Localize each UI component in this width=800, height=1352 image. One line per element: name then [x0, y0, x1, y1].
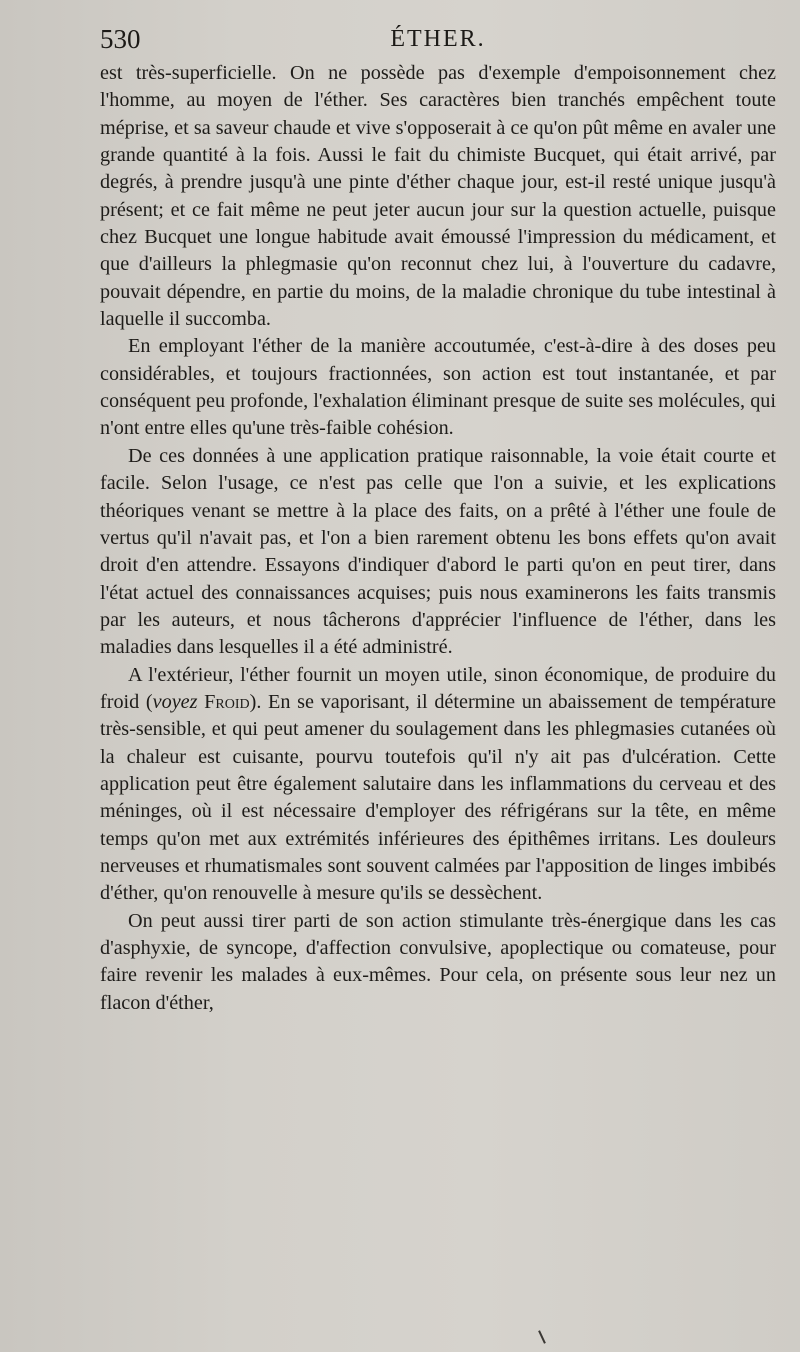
- paragraph-3: De ces données à une application pratique raisonnable, la voie était courte et facile. Selon l'usage, ce n'est pas celle que l'on a suivie, et les explications théoriques venant se mettre à la place des faits, on a prêté à l'éther une foule de vertus qu'il n'avait pas, et l'on a bien rarement obtenu les bons effets qu'on avait droit d'en attendre. Essayons d'indiquer d'abord le parti qu'on en peut tirer, dans l'état actuel des connaissances acquises; puis nous examinerons les faits transmis par les auteurs, et nous tâcherons d'apprécier l'influence de l'éther, dans les maladies dans lesquelles il a été administré.: [100, 444, 776, 659]
- page-header: [100, 24, 776, 60]
- cross-reference-voyez: voyez: [152, 690, 198, 713]
- paragraph-4-tail: ). En se vaporisant, il détermine un abaissement de température très-sensible, et qui peut amener du soulagement dans les phlegmasies cutanées où la chaleur est cuisante, pourvu toutefois qu'il n'y ait pas d'ulcération. Cette application peut être également salutaire dans les inflammations du cerveau et des méninges, où il est nécessaire d'employer des réfrigérans sur la tête, en même temps qu'on met aux extrémités inférieures des épithêmes irritans. Les douleurs nerveuses et rhumatismales sont souvent calmées par l'apposition de linges imbibés d'éther, qu'on renouvelle à mesure qu'ils se dessèchent.: [100, 690, 777, 905]
- paragraph-4-lead: A l'extérieur, l'éther fournit un moyen utile, sinon économique, de produire du froid (: [100, 663, 776, 713]
- paragraph-1: est très-superficielle. On ne possède pas d'exemple d'empoisonnement chez l'homme, au moyen de l'éther. Ses caractères bien tranchés empêchent toute méprise, et sa saveur chaude et vive s'opposerait à ce qu'on pût même en avaler une grande quantité à la fois. Aussi le fait du chimiste Bucquet, qui était arrivé, par degrés, à prendre jusqu'à une pinte d'éther chaque jour, est-il resté unique jusqu'à présent; et ce fait même ne peut jeter aucun jour sur la question actuelle, puisque chez Bucquet une longue habitude avait émoussé l'impression du médicament, et que d'ailleurs la phlegmasie qu'on reconnut chez lui, à l'ouverture du cadavre, pouvait dépendre, en partie du moins, de la maladie chronique du tube intestinal à laquelle il succomba.: [100, 62, 776, 331]
- paragraph-4: [100, 662, 776, 908]
- paragraph-2: En employant l'éther de la manière accoutumée, c'est-à-dire à des doses peu considérables, et toujours fractionnées, son action est tout instantanée, et par conséquent peu profonde, l'exhalation éliminant presque de suite ses molécules, qui n'ont entre elles qu'une très-faible cohésion.: [100, 335, 776, 440]
- running-head: ÉTHER.: [390, 26, 486, 52]
- paragraph-5: On peut aussi tirer parti de son action stimulante très-énergique dans les cas d'asphyxie, de syncope, d'affection convulsive, apoplectique ou comateuse, pour faire revenir les malades à eux-mêmes. Pour cela, on présente sous leur nez un flacon d'éther,: [100, 909, 776, 1014]
- page-number: 530: [100, 24, 141, 54]
- paper-speck: [538, 1330, 546, 1344]
- cross-reference-froid: Froid: [204, 690, 250, 713]
- body-text: [100, 60, 776, 1017]
